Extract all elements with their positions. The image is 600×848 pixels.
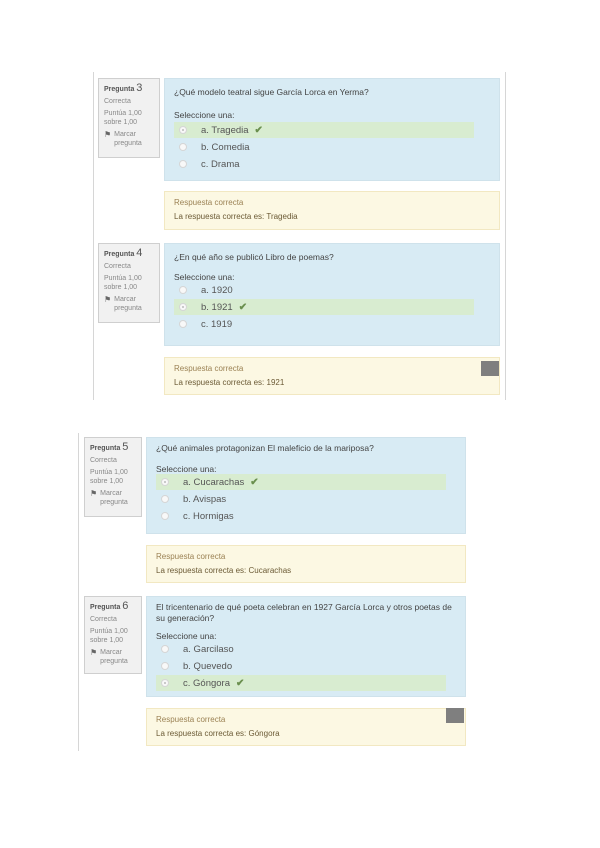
question-state: Correcta: [104, 263, 131, 270]
feedback-box: [164, 357, 500, 395]
question-grade: Puntúa 1,00 sobre 1,00: [104, 110, 142, 126]
question-content: [146, 596, 466, 697]
answer-option[interactable]: b. Quevedo: [156, 658, 446, 674]
radio-icon[interactable]: [179, 143, 187, 151]
answer-option[interactable]: b. 1921 ✔: [174, 299, 474, 315]
question-text: ¿Qué animales protagonizan El maleficio de la mariposa?: [156, 443, 374, 453]
feedback-title: Respuesta correcta: [156, 552, 226, 561]
question-info: [84, 596, 142, 674]
answer-option[interactable]: a. Garcilaso: [156, 641, 446, 657]
question-3: [98, 78, 502, 233]
left-border-line: [78, 433, 79, 751]
answer-option[interactable]: c. Góngora ✔: [156, 675, 446, 691]
question-grade: Puntúa 1,00 sobre 1,00: [90, 469, 128, 485]
question-text: ¿Qué modelo teatral sigue García Lorca en Yerma?: [174, 87, 369, 97]
feedback-box: [146, 708, 466, 746]
radio-icon[interactable]: [179, 303, 187, 311]
question-info: [84, 437, 142, 517]
radio-icon[interactable]: [161, 495, 169, 503]
question-grade: Puntúa 1,00 sobre 1,00: [90, 628, 128, 644]
flag-question-link[interactable]: ⚑ Marcar pregunta: [90, 648, 128, 665]
flag-question-link[interactable]: ⚑ Marcar pregunta: [104, 130, 142, 147]
answer-option[interactable]: a. Cucarachas ✔: [156, 474, 446, 490]
feedback-box: [146, 545, 466, 583]
question-text: ¿En qué año se publicó Libro de poemas?: [174, 252, 334, 262]
feedback-title: Respuesta correcta: [174, 198, 244, 207]
radio-icon[interactable]: [161, 679, 169, 687]
radio-icon[interactable]: [179, 160, 187, 168]
answer-option[interactable]: b. Avispas: [156, 491, 446, 507]
select-prompt: Seleccione una:: [174, 272, 235, 282]
question-number: Pregunta 5: [90, 441, 129, 453]
check-icon: ✔: [254, 124, 263, 136]
select-prompt: Seleccione una:: [156, 464, 217, 474]
flag-icon: ⚑: [104, 130, 112, 139]
check-icon: ✔: [250, 476, 259, 488]
check-icon: ✔: [236, 677, 245, 689]
question-6: [84, 596, 466, 748]
radio-icon[interactable]: [179, 320, 187, 328]
feedback-text: La respuesta correcta es: Cucarachas: [156, 566, 292, 575]
answer-option[interactable]: a. 1920: [174, 282, 474, 298]
question-info: [98, 243, 160, 323]
left-border-line: [93, 72, 94, 400]
flag-icon: ⚑: [90, 648, 98, 657]
check-icon: ✔: [238, 301, 248, 313]
select-prompt: Seleccione una:: [174, 110, 235, 120]
radio-icon[interactable]: [161, 662, 169, 670]
radio-icon[interactable]: [161, 478, 169, 486]
question-content: [164, 243, 500, 346]
feedback-box: [164, 191, 500, 230]
right-border-line: [505, 72, 506, 400]
radio-icon[interactable]: [179, 126, 187, 134]
radio-icon[interactable]: [179, 286, 187, 294]
answer-option[interactable]: c. Drama: [174, 156, 474, 172]
feedback-title: Respuesta correcta: [156, 715, 226, 724]
question-grade: Puntúa 1,00 sobre 1,00: [104, 275, 142, 291]
radio-icon[interactable]: [161, 645, 169, 653]
question-5: [84, 437, 466, 585]
question-state: Correcta: [104, 98, 131, 105]
flag-question-link[interactable]: ⚑ Marcar pregunta: [90, 489, 128, 506]
radio-icon[interactable]: [161, 512, 169, 520]
question-number: Pregunta 4: [104, 247, 143, 259]
answer-option[interactable]: c. 1919: [174, 316, 474, 332]
question-info: [98, 78, 160, 158]
question-text: El tricentenario de qué poeta celebran en 1927 García Lorca y otros poetas de su generación?: [156, 602, 452, 623]
question-content: [146, 437, 466, 534]
question-content: [164, 78, 500, 181]
answer-option[interactable]: a. Tragedia ✔: [174, 122, 474, 138]
question-state: Correcta: [90, 457, 117, 464]
scroll-to-top-button[interactable]: [446, 708, 464, 723]
question-4: [98, 243, 502, 398]
answer-option[interactable]: b. Comedia: [174, 139, 474, 155]
flag-icon: ⚑: [90, 489, 98, 498]
select-prompt: Seleccione una:: [156, 631, 217, 641]
flag-icon: ⚑: [104, 295, 112, 304]
question-number: Pregunta 6: [90, 600, 129, 612]
flag-question-link[interactable]: ⚑ Marcar pregunta: [104, 295, 142, 312]
feedback-title: Respuesta correcta: [174, 364, 244, 373]
feedback-text: La respuesta correcta es: 1921: [174, 378, 285, 387]
feedback-text: La respuesta correcta es: Tragedia: [174, 212, 298, 221]
question-number: Pregunta 3: [104, 82, 143, 94]
answer-option[interactable]: c. Hormigas: [156, 508, 446, 524]
scroll-to-top-button[interactable]: [481, 361, 499, 376]
feedback-text: La respuesta correcta es: Góngora: [156, 729, 280, 738]
question-state: Correcta: [90, 616, 117, 623]
